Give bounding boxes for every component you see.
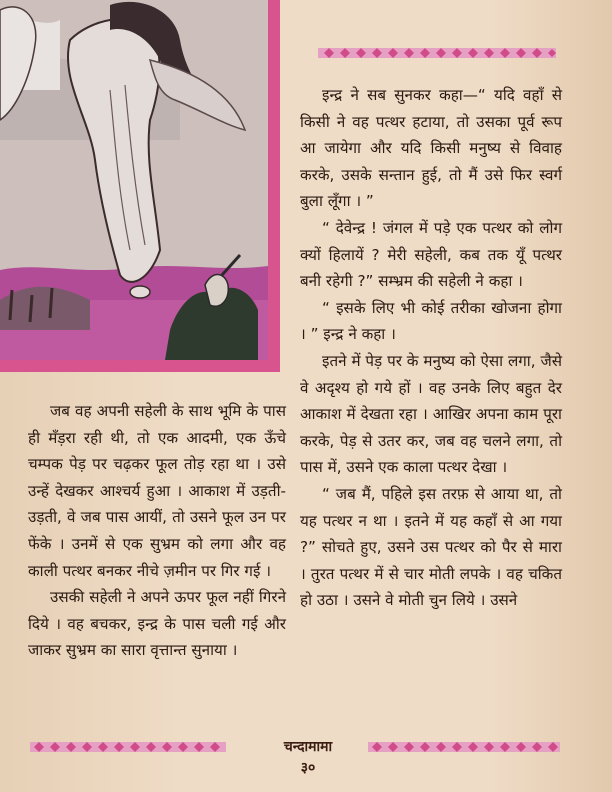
story-illustration <box>0 0 268 360</box>
right-text-column <box>300 82 562 614</box>
paragraph: उसकी सहेली ने अपने ऊपर फूल नहीं गिरने दिये । वह बचकर, इन्द्र के पास चली गई और जाकर सुभ्रम का सारा वृत्तान्त सुनाया । <box>28 588 286 660</box>
paragraph: “ जब मैं, पहिले इस तरफ़ से आया था, तो यह पत्थर न था । इतने में यह कहाँ से आ गया ?” सोचते हुए, उसने उस पत्थर को पैर से मारा । तुरत पत्थर में से चार मोती लपके । वह चकित हो उठा । उसने वे मोती चुन लिये । उसने <box>300 484 562 610</box>
story-illustration-icon <box>0 0 268 360</box>
paragraph: इतने में पेड़ पर के मनुष्य को ऐसा लगा, जैसे वे अदृश्य हो गये हों । वह उनके लिए बहुत देर आकाश में देखता रहा । आखिर अपना काम पूरा करके, पेड़ से उतर कर, जब वह चलने लगा, तो पास में, उसने एक काला पत्थर देखा । <box>300 351 562 477</box>
paragraph: इन्द्र ने सब सुनकर कहा—“ यदि वहाँ से किसी ने वह पत्थर हटाया, तो उसका पूर्व रूप आ जायेगा और यदि किसी मनुष्य से विवाह करके, उसके सन्तान हुई, तो मैं उसे फिर स्वर्ग बुला लूँगा । ” <box>300 86 562 211</box>
page-number: ३० <box>300 760 316 776</box>
paragraph: “ देवेन्द्र ! जंगल में पड़े एक पत्थर को लोग क्यों हिलायें ? मेरी सहेली, कब तक यूँ पत्थर बनी रहेगी ?” सम्भ्रम की सहेली ने कहा । <box>300 218 562 291</box>
illustration-frame <box>0 0 280 372</box>
ornament-border-bottom-left <box>30 740 226 754</box>
paragraph: “ इसके लिए भी कोई तरीका खोजना होगा । ” इन्द्र ने कहा । <box>300 298 562 344</box>
left-text-column <box>28 398 286 664</box>
ornament-border-bottom-right <box>368 740 560 754</box>
magazine-name: चन्दामामा <box>283 739 333 755</box>
ornament-border-top <box>318 46 556 60</box>
paragraph: जब वह अपनी सहेली के साथ भूमि के पास ही मँड़रा रही थी, तो एक आदमी, एक ऊँचे चम्पक पेड़ पर चढ़कर फूल तोड़ रहा था । उसे उन्हें देखकर आश्चर्य हुआ । आकाश में उड़ती-उड़ती, वे जब पास आयीं, तो उसने फूल उन पर फेंके । उनमें से एक सुभ्रम को लगा और वह काली पत्थर बनकर नीचे ज़मीन पर गिर गई । <box>28 402 286 580</box>
